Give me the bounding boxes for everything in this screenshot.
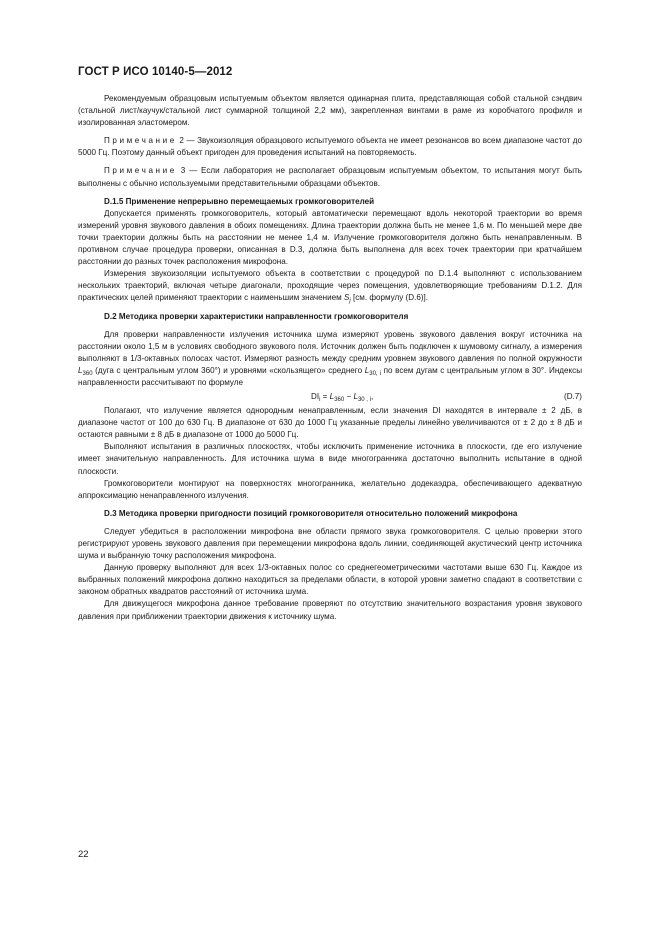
formula-di: DI [311, 392, 320, 402]
text-run: (дуга с центральным углом 360°) и уровнями «скользящего» среднего [92, 365, 365, 375]
paragraph-d3-3: Для движущегося микрофона данное требование проверяют по отсутствию значительного возрастания уровня звукового давления при приближении траектории движения к источнику шума. [78, 599, 582, 621]
paragraph-d2-1 [78, 329, 582, 389]
paragraph-d15-1: Допускается применять громкоговоритель, который автоматически перемещают вдоль некоторой траектории во время измерений уровня звукового давления в обоих помещениях. Длина траектории должна быть не менее 1,6 м. По меньшей мере две точки траектории должны быть на расстоянии не менее 1,4 м. Излучение громкоговорителя должно быть ненаправленным. В противном случае процедура проверки, описанная в D.3, должна быть выполнена для всех точек траектории при кратчайшем расстоянии до разных точек расположения микрофона. [78, 208, 582, 267]
variable-l: L [78, 365, 83, 375]
paragraph-d3-2: Данную проверку выполняют для всех 1/3-октавных полос со среднегеометрическими частотами выше 630 Гц. Каждое из выбранных положений микрофона должно находиться за пределами области, в которой уровни заметно спадают в соответствии с законом обратных квадратов расстояний от источника шума. [78, 563, 582, 597]
variable-l: L [364, 365, 370, 375]
section-heading-d15: D.1.5 Применение непрерывно перемещаемых громкоговорителей [104, 196, 375, 206]
paragraph-reference-object: Рекомендуемым образцовым испытуемым объектом является одинарная плита, представляющая собой стальной сэндвич (стальной лист/каучук/стальной лист суммарной толщиной 2,2 мм), закрепленная винтами в раме из коробчатого профиля и изолированная эластомером. [78, 94, 582, 128]
note-label: Примечание [104, 166, 177, 176]
formula-l360: L [329, 392, 335, 402]
text-run: Измерения звукоизоляции испытуемого объекта в соответствии с процедурой по D.1.4 выполняют с использованием нескольких траекторий, включая четыре диагонали, проходящие через помещения, удовлетворяющие требованиям D.1.2. Для практических целей применяют траектории с наименьшим значением [78, 269, 582, 303]
section-heading-d3: D.3 Методика проверки пригодности позиций громкоговорителя относительно положений микрофона [104, 508, 518, 518]
formula-subscript-30i: 30 , i [357, 397, 371, 404]
formula-subscript-i: i [319, 397, 321, 404]
paragraph-d2-3: Выполняют испытания в различных плоскостях, чтобы исключить применение источника в плоскости, где его излучение имеет значительную направленность. Для источника шума в виде многогранника достаточно выполнить испытание в одной плоскости. [78, 442, 582, 476]
subscript-30i: 30, i [369, 370, 381, 377]
subscript-360: 360 [82, 370, 93, 377]
note-3 [78, 165, 582, 189]
variable-s: S [343, 293, 350, 303]
formula-expression [311, 391, 373, 403]
formula-comma: , [370, 392, 374, 402]
formula-d7 [78, 390, 582, 404]
page-number: 22 [78, 849, 89, 860]
note-text: 3 — Если лаборатория не располагает образцовым испытуемым объектом, то испытания могут быть выполнены с обычно используемыми представительными образцами объектов. [78, 166, 582, 188]
paragraph-d2-4: Громкоговорители монтируют на поверхностях многогранника, желательно додекаэдра, обеспечивающего адекватную аппроксимацию ненаправленного излучения. [78, 478, 582, 500]
formula-number: (D.7) [564, 392, 582, 402]
section-heading-d2: D.2 Методика проверки характеристики направленности громкоговорителя [104, 311, 409, 321]
text-run: Для проверки направленности излучения источника шума измеряют уровень звукового давления вокруг источника на расстоянии около 1,5 м в условиях свободного звукового поля. Источник должен быть подключен к шумовому сигналу, а измерения выполняют в 1/3-октавных полосах частот. Измеряют разность между средним уровнем звукового давления по полной окружности [78, 329, 582, 363]
paragraph-d3-1: Следует убедиться в расположении микрофона вне области прямого звука громкоговорителя. С целью проверки этого регистрируют уровень звукового давления при перемещении микрофона вдоль линии, соединяющей акустический центр источника шума и выбранную точку расположения микрофона. [78, 526, 582, 561]
note-text: 2 — Звукоизоляция образцового испытуемого объекта не имеет резонансов во всем диапазоне частот до 5000 Гц. Поэтому данный объект пригоден для проведения испытаний на повторяемость. [78, 136, 582, 158]
formula-l30: L [353, 392, 358, 402]
formula-equals: = [320, 392, 330, 402]
text-run: по всем дугам с центральным углом в 30°. Индексы направленности рассчитывают по формуле [78, 365, 583, 387]
document-body [78, 93, 582, 623]
note-label: Примечание [104, 136, 177, 146]
subscript-j: j [349, 298, 351, 305]
note-2 [78, 135, 582, 159]
text-run: [см. формулу (D.6)]. [350, 293, 429, 303]
formula-minus: − [344, 392, 354, 402]
paragraph-d2-2: Полагают, что излучение является однородным ненаправленным, если значения DI находятся в интервале ± 2 дБ, в диапазоне частот от 100 до 630 Гц. В диапазоне от 630 до 1000 Гц указанные пределы линейно увеличиваются от ± 2 до ± 8 дБ и остаются равными ± 8 дБ в диапазоне от 1000 до 5000 Гц. [78, 406, 582, 440]
formula-subscript-360: 360 [334, 397, 345, 404]
paragraph-d15-2 [78, 268, 582, 304]
page-header-title: ГОСТ Р ИСО 10140-5—2012 [78, 66, 233, 78]
